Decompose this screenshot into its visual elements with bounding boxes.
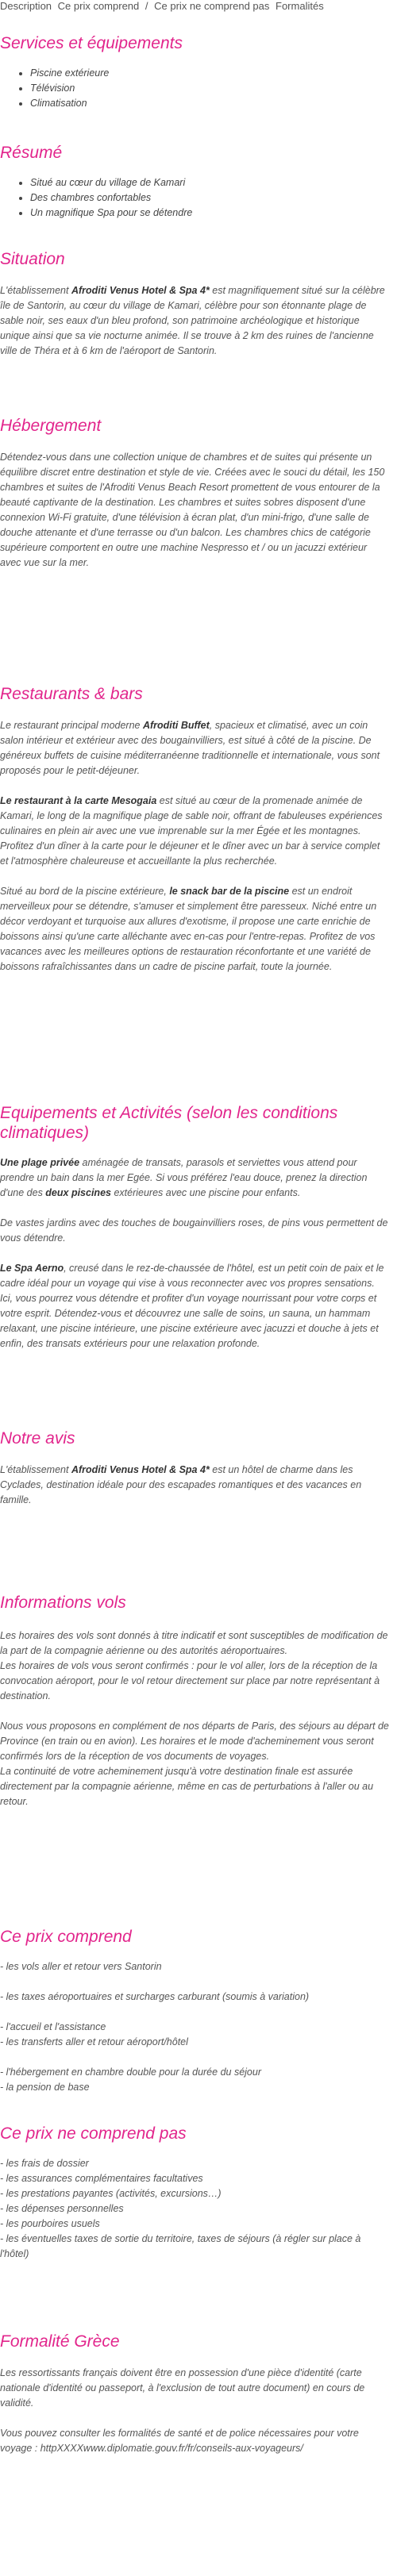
section-title: Informations vols	[0, 1594, 126, 1612]
equipements-paragraph: De vastes jardins avec des touches de bougainvilliers roses, de pins vous permettent de vous détendre.	[0, 1217, 388, 1244]
tab-description[interactable]: Description	[0, 0, 52, 12]
section-title: Notre avis	[0, 1429, 75, 1448]
list-item: • Piscine extérieure	[30, 66, 389, 81]
list-item: • Des chambres confortables	[30, 190, 389, 206]
formalite-paragraph: Les ressortissants français doivent être en possession d'une pièce d'identité (carte nationale d'identité ou passeport, à l'exclusion de tout autre document) en cours de validité.	[0, 2367, 365, 2409]
section-comprend	[0, 1927, 389, 2095]
list-item: - les pourboires usuels	[0, 2218, 100, 2229]
section-title: Formalité Grèce	[0, 2332, 120, 2351]
section-services	[0, 33, 389, 111]
section-title: Equipements et Activités (selon les conditions climatiques)	[0, 1104, 338, 1142]
section-title: Ce prix ne comprend pas	[0, 2124, 187, 2143]
list-item: - l'accueil et l'assistance	[0, 2021, 106, 2032]
list-item: - les assurances complémentaires facultatives	[0, 2173, 203, 2184]
section-title: Services et équipements	[0, 34, 183, 52]
restaurant-paragraph: Le restaurant à la carte Mesogaia est situé au cœur de la promenade animée de Kamari, le long de la magnifique plage de sable noir, offrant de fabuleuses expériences culinaires en plein air avec une vue imprenable sur la mer Égée et les montagnes. Profitez d'un dîner à la carte pour le déjeuner et le dîner avec un bar à service complet et l'atmosphère chaleureuse et accueillante la plus recherchée.	[0, 795, 383, 867]
list-item: • Situé au cœur du village de Kamari	[30, 175, 389, 190]
list-item: • Climatisation	[30, 96, 389, 111]
situation-paragraph: L'établissement Afroditi Venus Hotel & Spa 4* est magnifiquement situé sur la célèbre île de Santorin, au cœur du village de Kamari, célèbre pour son étonnante plage de sable noir, ses eaux d'un bleu profond, son patrimoine archéologique et historique unique ainsi que sa vie nocturne animée. Il se trouve à 2 km des ruines de l'ancienne ville de Théra et à 6 km de l'aéroport de Santorin.	[0, 285, 385, 356]
list-item: - les éventuelles taxes de sortie du territoire, taxes de séjours (à régler sur place à l'hôtel)	[0, 2233, 361, 2259]
equipements-paragraph: Le Spa Aerno, creusé dans le rez-de-chaussée de l'hôtel, est un petit coin de paix et le cadre idéal pour un voyage qui vise à vous reconnecter avec vos propres sensations. Ici, vous pourrez vous détendre et profiter d'un voyage nourrissant pour votre corps et votre esprit. Détendez-vous et découvrez une salle de soins, un sauna, un hammam relaxant, une piscine intérieure, une piscine extérieure avec jacuzzi et douche à jets et enfin, des transats extérieurs pour une relaxation profonde.	[0, 1263, 384, 1349]
resume-list	[0, 175, 389, 221]
services-list	[0, 66, 389, 111]
section-title: Hébergement	[0, 417, 102, 435]
list-item: - les transferts aller et retour aéroport/hôtel	[0, 2036, 188, 2047]
tab-ce-prix-ne-comprend-pas[interactable]: Ce prix ne comprend pas	[154, 0, 270, 12]
section-vols	[0, 1593, 389, 1809]
list-item: - les prestations payantes (activités, excursions…)	[0, 2188, 222, 2199]
list-item: • Un magnifique Spa pour se détendre	[30, 206, 389, 221]
hebergement-paragraph: Détendez-vous dans une collection unique de chambres et de suites qui présente un équilibre discret entre destination et style de vie. Créées avec le souci du détail, les 150 chambres et suites de l'Afroditi Venus Beach Resort promettent de vous entourer de la beauté captivante de la destination. Les chambres et suites sobres disposent d'une connexion Wi-Fi gratuite, d'une télévision à écran plat, d'un mini-frigo, d'une salle de douche attenante et d'une terrasse ou d'un balcon. Les chambres chics de catégorie supérieure comportent en outre une machine Nespresso et / ou un jacuzzi extérieur avec vue sur la mer.	[0, 452, 385, 568]
list-item: - la pension de base	[0, 2082, 90, 2093]
section-formalite	[0, 2332, 389, 2456]
section-hebergement	[0, 416, 389, 571]
section-avis	[0, 1428, 389, 1508]
section-situation	[0, 249, 389, 359]
tab-separator: /	[145, 0, 148, 12]
vols-paragraph: La continuité de votre acheminement jusqu'à votre destination finale est assurée directement par la compagnie aérienne, même en cas de perturbations à l'aller ou au retour.	[0, 1766, 374, 1807]
section-title: Restaurants & bars	[0, 685, 143, 703]
restaurant-paragraph: Le restaurant principal moderne Afroditi Buffet, spacieux et climatisé, avec un coin salon intérieur et extérieur avec des bougainvilliers, est situé à côté de la piscine. De généreux buffets de cuisine méditerranéenne traditionnelle et internationale, vous sont proposés pour le petit-déjeuner.	[0, 720, 380, 776]
restaurant-paragraph: Situé au bord de la piscine extérieure, le snack bar de la piscine est un endroit merveilleux pour se détendre, s'amuser et simplement être paresseux. Niché entre un décor verdoyant et turquoise aux allures d'exotisme, il propose une carte enrichie de boissons ainsi qu'une carte alléchante avec en-cas pour l'entre-repas. Profitez de vos vacances avec les meilleures options de restauration réconfortante et une variété de boissons rafraîchissantes dans un cadre de piscine parfait, toute la journée.	[0, 886, 377, 972]
section-equipements	[0, 1103, 389, 1351]
list-item: - les vols aller et retour vers Santorin	[0, 1961, 162, 1972]
vols-paragraph: Les horaires des vols sont donnés à titre indicatif et sont susceptibles de modification de la part de la compagnie aérienne ou des autorités aéroportuaires.	[0, 1630, 388, 1656]
avis-paragraph: L'établissement Afroditi Venus Hotel & Spa 4* est un hôtel de charme dans les Cyclades, destination idéale pour des escapades romantiques et des vacances en famille.	[0, 1464, 362, 1505]
list-item: • Télévision	[30, 81, 389, 96]
tab-ce-prix-comprend[interactable]: Ce prix comprend	[57, 0, 140, 12]
list-item: - l'hébergement en chambre double pour la durée du séjour	[0, 2067, 261, 2078]
section-ne-comprend	[0, 2124, 389, 2262]
list-item: - les dépenses personnelles	[0, 2203, 124, 2214]
hotel-name: Afroditi Venus Hotel & Spa 4*	[71, 285, 210, 296]
tab-bar	[0, 0, 327, 12]
tab-formalites[interactable]: Formalités	[276, 0, 324, 12]
section-title: Ce prix comprend	[0, 1928, 132, 1946]
list-item: - les frais de dossier	[0, 2158, 89, 2169]
equipements-paragraph: Une plage privée aménagée de transats, parasols et serviettes vous attend pour prendre un bain dans la mer Egée. Si vous préférez l'eau douce, prenez la direction d'une des deux piscines extérieures avec une piscine pour enfants.	[0, 1157, 368, 1198]
section-restaurants	[0, 684, 389, 975]
vols-paragraph: Nous vous proposons en complément de nos départs de Paris, des séjours au départ de Province (en train ou en avion). Les horaires et le mode d'acheminement vous seront confirmés lors de la réception de vos documents de voyages.	[0, 1721, 389, 1762]
vols-paragraph: Les horaires de vols vous seront confirmés : pour le vol aller, lors de la réception de la convocation aéroport, pour le vol retour directement sur place par notre représentant à destination.	[0, 1660, 380, 1701]
section-title: Situation	[0, 250, 65, 268]
formalite-paragraph: Vous pouvez consulter les formalités de santé et de police nécessaires pour votre voyage : httpXXXXwww.diplomatie.gouv.fr/fr/conseils-aux-voyageurs/	[0, 2428, 359, 2454]
section-resume	[0, 143, 389, 221]
section-title: Résumé	[0, 144, 63, 162]
list-item: - les taxes aéroportuaires et surcharges carburant (soumis à variation)	[0, 1991, 310, 2002]
